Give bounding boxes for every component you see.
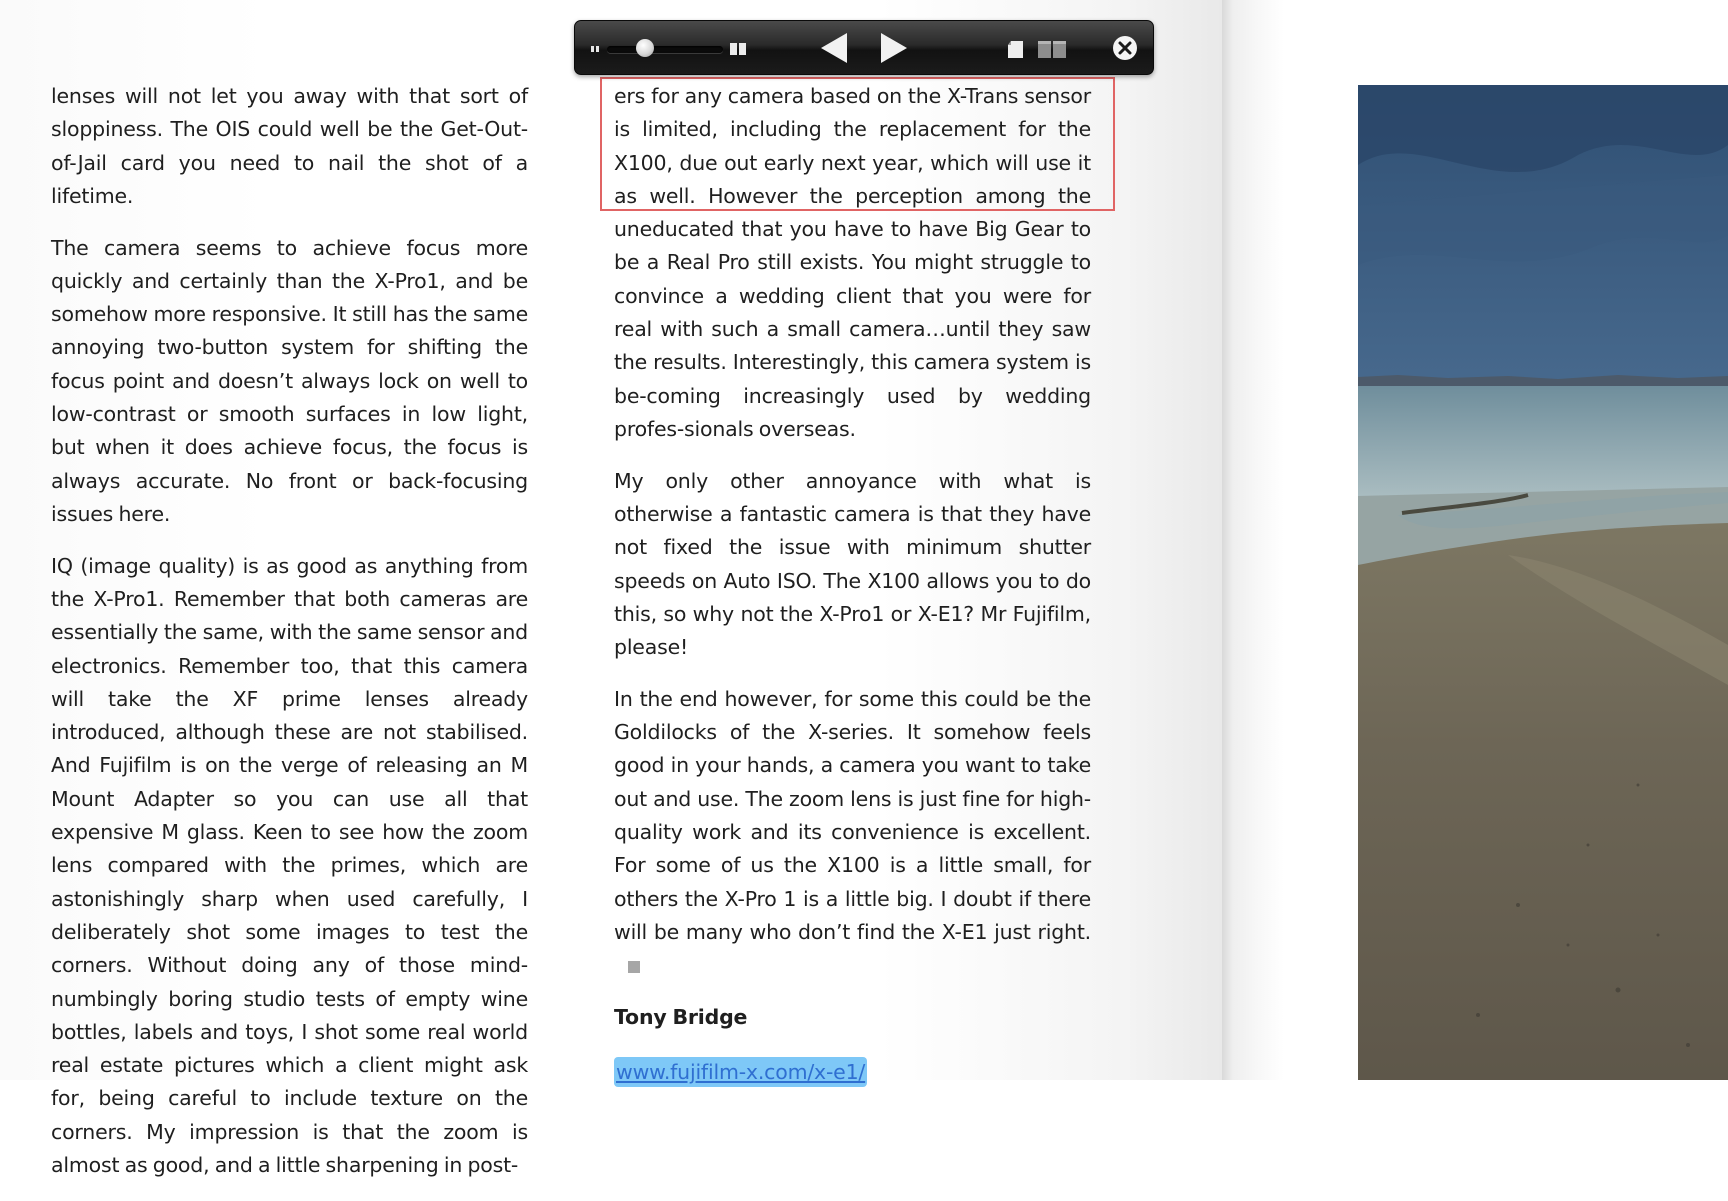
zoom-slider-knob[interactable] — [636, 39, 654, 57]
article-paragraph: IQ (image quality) is as good as anything from the X-Pro1. Remember that both cameras are essentially the same, with the same sensor and electronics. Remember too, that this camera will take the XF prime lenses already introduced, although these are not stabilised. And Fujifilm is on the verge of releasing an M Mount Adapter so you can use all that expensive M glass. Keen to see how the zoom lens compared with the primes, which are astonishingly sharp when used carefully, I deliberately shot some images to test the corners. Without doing any of those mind-numbingly boring studio tests of empty wine bottles, labels and toys, I shot some real world real estate pictures which a client might ask for, being careful to include texture on the corners. My impression is that the zoom is almost as good, and a little sharpening in post- — [51, 553, 528, 1177]
beach-photo — [1358, 85, 1728, 1080]
end-of-article-icon — [628, 961, 640, 973]
previous-page-arrow-icon[interactable] — [821, 33, 847, 63]
article-column-left — [51, 80, 528, 1201]
article-paragraph: My only other annoyance with what is otherwise a fantastic camera is that they have not fixed the issue with minimum shutter speeds on Auto ISO. The X100 allows you to do this, so why not the X-Pro1 or X-E1? Mr Fujifilm, please! — [614, 468, 1091, 660]
article-paragraph: The camera seems to achieve focus more quickly and certainly than the X-Pro1, and be somehow more responsive. It still has the same annoying two-button system for shifting the focus point and doesn’t always lock on well to low-contrast or smooth surfaces in low light, but when it does achieve focus, the focus is always accurate. No front or back-focusing issues here. — [51, 235, 528, 526]
zoom-out-icon[interactable] — [591, 46, 599, 52]
article-paragraph: lenses will not let you away with that sort of sloppiness. The OIS could well be the Get-Out-of-Jail card you need to nail the shot of a lifetime. — [51, 84, 528, 208]
page-gutter — [1222, 0, 1284, 1080]
close-icon[interactable] — [1111, 34, 1139, 62]
article-paragraph-final — [614, 683, 1091, 983]
fujifilm-link[interactable]: www.fujifilm-x.com/x-e1/ — [614, 1057, 867, 1087]
reader-toolbar — [574, 20, 1154, 75]
beach-photo-image — [1358, 85, 1728, 1080]
author-name: Tony Bridge — [614, 1004, 748, 1029]
article-column-right — [614, 80, 1091, 1089]
article-paragraph: ers for any camera based on the X-Trans sensor is limited, including the replacement for the X100, due out early next year, which will use it as well. However the perception among the uneducated that you have to have Big Gear to be a Real Pro still exists. You might struggle to convince a wedding client that you were for real with such a small camera…until they saw the results. Interestingly, this camera system is be-coming increasingly used by wedding profes-sionals overseas. — [614, 84, 1091, 441]
two-page-view-icon[interactable] — [1037, 40, 1067, 59]
zoom-in-icon[interactable] — [730, 43, 746, 55]
zoom-slider-track[interactable] — [607, 46, 723, 53]
article-paragraph-text: In the end however, for some this could be the Goldilocks of the X-series. It somehow feels good in your hands, a camera you want to take out and use. The zoom lens is just fine for high-quality work and its convenience is excellent. For some of us the X100 is a little small, for others the X-Pro 1 is a little big. I doubt if there will be many who don’t find the X-E1 just right. — [614, 686, 1091, 944]
next-page-arrow-icon[interactable] — [881, 33, 907, 63]
single-page-view-icon[interactable] — [1007, 40, 1024, 59]
